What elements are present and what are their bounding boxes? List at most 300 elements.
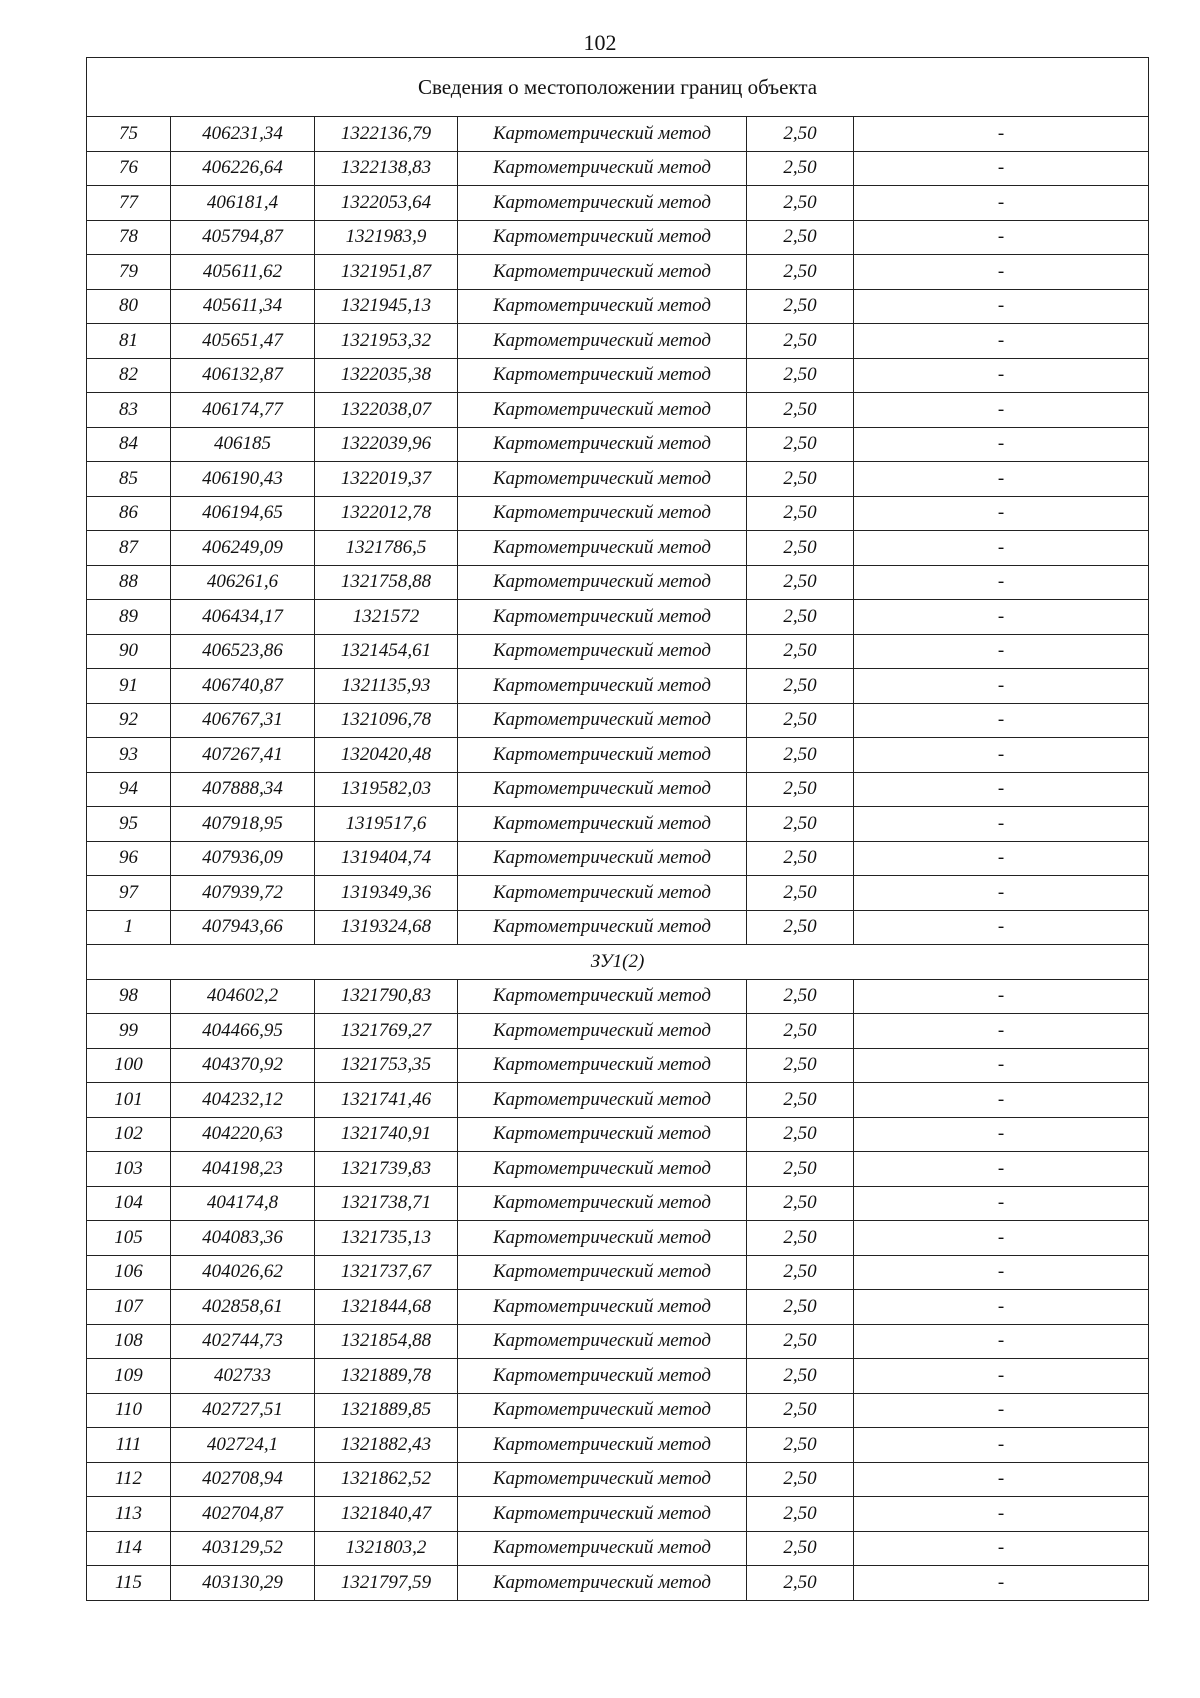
table-row (87, 393, 1149, 428)
method-cell: Картометрический метод (458, 1393, 747, 1428)
x-coordinate-cell: 406261,6 (171, 565, 315, 600)
table-row (87, 496, 1149, 531)
method-cell: Картометрический метод (458, 1014, 747, 1049)
accuracy-cell: 2,50 (747, 738, 854, 773)
y-coordinate-cell: 1321735,13 (315, 1221, 458, 1256)
x-coordinate-cell: 406185 (171, 427, 315, 462)
point-number-cell: 113 (87, 1497, 171, 1532)
point-number-cell: 92 (87, 703, 171, 738)
table-row (87, 531, 1149, 566)
accuracy-cell: 2,50 (747, 1566, 854, 1601)
method-cell: Картометрический метод (458, 669, 747, 704)
method-cell: Картометрический метод (458, 255, 747, 290)
x-coordinate-cell: 405611,62 (171, 255, 315, 290)
y-coordinate-cell: 1321882,43 (315, 1428, 458, 1463)
x-coordinate-cell: 407918,95 (171, 807, 315, 842)
point-number-cell: 85 (87, 462, 171, 497)
point-number-cell: 105 (87, 1221, 171, 1256)
x-coordinate-cell: 407267,41 (171, 738, 315, 773)
description-cell: - (854, 462, 1149, 497)
y-coordinate-cell: 1321953,32 (315, 324, 458, 359)
table-title-row (87, 58, 1149, 117)
y-coordinate-cell: 1322136,79 (315, 117, 458, 152)
table-row (87, 427, 1149, 462)
accuracy-cell: 2,50 (747, 1255, 854, 1290)
description-cell: - (854, 807, 1149, 842)
y-coordinate-cell: 1319404,74 (315, 841, 458, 876)
method-cell: Картометрический метод (458, 1083, 747, 1118)
table-row (87, 703, 1149, 738)
accuracy-cell: 2,50 (747, 186, 854, 221)
y-coordinate-cell: 1321737,67 (315, 1255, 458, 1290)
method-cell: Картометрический метод (458, 738, 747, 773)
table-row (87, 1324, 1149, 1359)
accuracy-cell: 2,50 (747, 117, 854, 152)
method-cell: Картометрический метод (458, 220, 747, 255)
accuracy-cell: 2,50 (747, 600, 854, 635)
table-row (87, 1462, 1149, 1497)
x-coordinate-cell: 404232,12 (171, 1083, 315, 1118)
accuracy-cell: 2,50 (747, 393, 854, 428)
x-coordinate-cell: 402858,61 (171, 1290, 315, 1325)
point-number-cell: 114 (87, 1531, 171, 1566)
table-row (87, 600, 1149, 635)
point-number-cell: 107 (87, 1290, 171, 1325)
x-coordinate-cell: 402724,1 (171, 1428, 315, 1463)
y-coordinate-cell: 1321096,78 (315, 703, 458, 738)
description-cell: - (854, 427, 1149, 462)
point-number-cell: 1 (87, 910, 171, 945)
y-coordinate-cell: 1322039,96 (315, 427, 458, 462)
method-cell: Картометрический метод (458, 358, 747, 393)
method-cell: Картометрический метод (458, 1152, 747, 1187)
boundary-coordinates-table (86, 57, 1149, 1601)
method-cell: Картометрический метод (458, 910, 747, 945)
y-coordinate-cell: 1321945,13 (315, 289, 458, 324)
x-coordinate-cell: 407939,72 (171, 876, 315, 911)
accuracy-cell: 2,50 (747, 634, 854, 669)
y-coordinate-cell: 1322053,64 (315, 186, 458, 221)
method-cell: Картометрический метод (458, 841, 747, 876)
method-cell: Картометрический метод (458, 1566, 747, 1601)
accuracy-cell: 2,50 (747, 1186, 854, 1221)
point-number-cell: 103 (87, 1152, 171, 1187)
accuracy-cell: 2,50 (747, 772, 854, 807)
accuracy-cell: 2,50 (747, 220, 854, 255)
point-number-cell: 112 (87, 1462, 171, 1497)
table-body (87, 58, 1149, 1601)
point-number-cell: 111 (87, 1428, 171, 1463)
accuracy-cell: 2,50 (747, 669, 854, 704)
x-coordinate-cell: 404466,95 (171, 1014, 315, 1049)
description-cell: - (854, 324, 1149, 359)
table-row (87, 876, 1149, 911)
x-coordinate-cell: 406226,64 (171, 151, 315, 186)
description-cell: - (854, 1152, 1149, 1187)
method-cell: Картометрический метод (458, 1117, 747, 1152)
description-cell: - (854, 1359, 1149, 1394)
point-number-cell: 90 (87, 634, 171, 669)
method-cell: Картометрический метод (458, 1462, 747, 1497)
description-cell: - (854, 1531, 1149, 1566)
description-cell: - (854, 1186, 1149, 1221)
method-cell: Картометрический метод (458, 1290, 747, 1325)
accuracy-cell: 2,50 (747, 496, 854, 531)
y-coordinate-cell: 1321739,83 (315, 1152, 458, 1187)
x-coordinate-cell: 405794,87 (171, 220, 315, 255)
table-row (87, 1255, 1149, 1290)
description-cell: - (854, 1324, 1149, 1359)
accuracy-cell: 2,50 (747, 151, 854, 186)
method-cell: Картометрический метод (458, 1255, 747, 1290)
table-row (87, 324, 1149, 359)
description-cell: - (854, 186, 1149, 221)
y-coordinate-cell: 1321741,46 (315, 1083, 458, 1118)
x-coordinate-cell: 406740,87 (171, 669, 315, 704)
accuracy-cell: 2,50 (747, 1428, 854, 1463)
accuracy-cell: 2,50 (747, 1083, 854, 1118)
method-cell: Картометрический метод (458, 1324, 747, 1359)
x-coordinate-cell: 402708,94 (171, 1462, 315, 1497)
x-coordinate-cell: 406194,65 (171, 496, 315, 531)
y-coordinate-cell: 1319517,6 (315, 807, 458, 842)
y-coordinate-cell: 1321797,59 (315, 1566, 458, 1601)
y-coordinate-cell: 1321738,71 (315, 1186, 458, 1221)
accuracy-cell: 2,50 (747, 841, 854, 876)
x-coordinate-cell: 402733 (171, 1359, 315, 1394)
description-cell: - (854, 738, 1149, 773)
accuracy-cell: 2,50 (747, 703, 854, 738)
description-cell: - (854, 220, 1149, 255)
method-cell: Картометрический метод (458, 324, 747, 359)
y-coordinate-cell: 1321844,68 (315, 1290, 458, 1325)
table-row (87, 1014, 1149, 1049)
y-coordinate-cell: 1322012,78 (315, 496, 458, 531)
method-cell: Картометрический метод (458, 1186, 747, 1221)
method-cell: Картометрический метод (458, 634, 747, 669)
description-cell: - (854, 876, 1149, 911)
point-number-cell: 89 (87, 600, 171, 635)
x-coordinate-cell: 404174,8 (171, 1186, 315, 1221)
method-cell: Картометрический метод (458, 1048, 747, 1083)
description-cell: - (854, 979, 1149, 1014)
description-cell: - (854, 1255, 1149, 1290)
description-cell: - (854, 703, 1149, 738)
point-number-cell: 97 (87, 876, 171, 911)
y-coordinate-cell: 1321758,88 (315, 565, 458, 600)
description-cell: - (854, 565, 1149, 600)
table-row (87, 1083, 1149, 1118)
table-row (87, 1117, 1149, 1152)
y-coordinate-cell: 1321889,78 (315, 1359, 458, 1394)
section-label: ЗУ1(2) (87, 945, 1149, 980)
method-cell: Картометрический метод (458, 186, 747, 221)
table-row (87, 1566, 1149, 1601)
method-cell: Картометрический метод (458, 565, 747, 600)
table-row (87, 1290, 1149, 1325)
x-coordinate-cell: 406132,87 (171, 358, 315, 393)
accuracy-cell: 2,50 (747, 255, 854, 290)
description-cell: - (854, 1014, 1149, 1049)
accuracy-cell: 2,50 (747, 1014, 854, 1049)
table-row (87, 462, 1149, 497)
description-cell: - (854, 1290, 1149, 1325)
x-coordinate-cell: 404198,23 (171, 1152, 315, 1187)
method-cell: Картометрический метод (458, 427, 747, 462)
y-coordinate-cell: 1321790,83 (315, 979, 458, 1014)
y-coordinate-cell: 1321862,52 (315, 1462, 458, 1497)
accuracy-cell: 2,50 (747, 1290, 854, 1325)
method-cell: Картометрический метод (458, 979, 747, 1014)
method-cell: Картометрический метод (458, 117, 747, 152)
y-coordinate-cell: 1321740,91 (315, 1117, 458, 1152)
accuracy-cell: 2,50 (747, 1393, 854, 1428)
point-number-cell: 94 (87, 772, 171, 807)
method-cell: Картометрический метод (458, 600, 747, 635)
accuracy-cell: 2,50 (747, 876, 854, 911)
table-row (87, 634, 1149, 669)
accuracy-cell: 2,50 (747, 1048, 854, 1083)
description-cell: - (854, 289, 1149, 324)
y-coordinate-cell: 1322035,38 (315, 358, 458, 393)
x-coordinate-cell: 406181,4 (171, 186, 315, 221)
point-number-cell: 95 (87, 807, 171, 842)
x-coordinate-cell: 406434,17 (171, 600, 315, 635)
point-number-cell: 109 (87, 1359, 171, 1394)
point-number-cell: 108 (87, 1324, 171, 1359)
accuracy-cell: 2,50 (747, 324, 854, 359)
y-coordinate-cell: 1321572 (315, 600, 458, 635)
description-cell: - (854, 600, 1149, 635)
point-number-cell: 83 (87, 393, 171, 428)
table-row (87, 1531, 1149, 1566)
description-cell: - (854, 358, 1149, 393)
x-coordinate-cell: 406249,09 (171, 531, 315, 566)
table-row (87, 255, 1149, 290)
point-number-cell: 91 (87, 669, 171, 704)
description-cell: - (854, 531, 1149, 566)
table-row (87, 910, 1149, 945)
description-cell: - (854, 841, 1149, 876)
table-row (87, 1186, 1149, 1221)
x-coordinate-cell: 402727,51 (171, 1393, 315, 1428)
method-cell: Картометрический метод (458, 496, 747, 531)
page-number: 102 (583, 30, 617, 55)
table-row (87, 807, 1149, 842)
method-cell: Картометрический метод (458, 151, 747, 186)
accuracy-cell: 2,50 (747, 1221, 854, 1256)
accuracy-cell: 2,50 (747, 358, 854, 393)
accuracy-cell: 2,50 (747, 1497, 854, 1532)
accuracy-cell: 2,50 (747, 1359, 854, 1394)
accuracy-cell: 2,50 (747, 289, 854, 324)
table-row (87, 1152, 1149, 1187)
y-coordinate-cell: 1322138,83 (315, 151, 458, 186)
x-coordinate-cell: 404370,92 (171, 1048, 315, 1083)
description-cell: - (854, 1393, 1149, 1428)
method-cell: Картометрический метод (458, 289, 747, 324)
table-row (87, 1428, 1149, 1463)
method-cell: Картометрический метод (458, 1428, 747, 1463)
point-number-cell: 104 (87, 1186, 171, 1221)
method-cell: Картометрический метод (458, 393, 747, 428)
y-coordinate-cell: 1321951,87 (315, 255, 458, 290)
description-cell: - (854, 1497, 1149, 1532)
x-coordinate-cell: 406174,77 (171, 393, 315, 428)
point-number-cell: 76 (87, 151, 171, 186)
x-coordinate-cell: 403129,52 (171, 1531, 315, 1566)
y-coordinate-cell: 1320420,48 (315, 738, 458, 773)
accuracy-cell: 2,50 (747, 427, 854, 462)
table-row (87, 117, 1149, 152)
table-row (87, 1359, 1149, 1394)
y-coordinate-cell: 1321786,5 (315, 531, 458, 566)
table-row (87, 151, 1149, 186)
y-coordinate-cell: 1322038,07 (315, 393, 458, 428)
point-number-cell: 79 (87, 255, 171, 290)
accuracy-cell: 2,50 (747, 1117, 854, 1152)
description-cell: - (854, 151, 1149, 186)
y-coordinate-cell: 1321753,35 (315, 1048, 458, 1083)
accuracy-cell: 2,50 (747, 1152, 854, 1187)
point-number-cell: 88 (87, 565, 171, 600)
point-number-cell: 87 (87, 531, 171, 566)
table-title: Сведения о местоположении границ объекта (87, 58, 1149, 117)
method-cell: Картометрический метод (458, 1359, 747, 1394)
method-cell: Картометрический метод (458, 807, 747, 842)
y-coordinate-cell: 1321803,2 (315, 1531, 458, 1566)
table-row (87, 841, 1149, 876)
y-coordinate-cell: 1319582,03 (315, 772, 458, 807)
point-number-cell: 77 (87, 186, 171, 221)
x-coordinate-cell: 404083,36 (171, 1221, 315, 1256)
description-cell: - (854, 1428, 1149, 1463)
description-cell: - (854, 255, 1149, 290)
description-cell: - (854, 1117, 1149, 1152)
accuracy-cell: 2,50 (747, 1462, 854, 1497)
description-cell: - (854, 1083, 1149, 1118)
method-cell: Картометрический метод (458, 462, 747, 497)
x-coordinate-cell: 406231,34 (171, 117, 315, 152)
table-row (87, 1497, 1149, 1532)
x-coordinate-cell: 407943,66 (171, 910, 315, 945)
accuracy-cell: 2,50 (747, 807, 854, 842)
table-row (87, 738, 1149, 773)
method-cell: Картометрический метод (458, 876, 747, 911)
method-cell: Картометрический метод (458, 703, 747, 738)
point-number-cell: 106 (87, 1255, 171, 1290)
accuracy-cell: 2,50 (747, 1531, 854, 1566)
x-coordinate-cell: 404026,62 (171, 1255, 315, 1290)
point-number-cell: 115 (87, 1566, 171, 1601)
table-row (87, 1393, 1149, 1428)
table-row (87, 358, 1149, 393)
point-number-cell: 96 (87, 841, 171, 876)
x-coordinate-cell: 405611,34 (171, 289, 315, 324)
y-coordinate-cell: 1321983,9 (315, 220, 458, 255)
x-coordinate-cell: 404220,63 (171, 1117, 315, 1152)
table-row (87, 565, 1149, 600)
method-cell: Картометрический метод (458, 772, 747, 807)
method-cell: Картометрический метод (458, 531, 747, 566)
table-row (87, 1221, 1149, 1256)
point-number-cell: 81 (87, 324, 171, 359)
table-row (87, 772, 1149, 807)
boundary-table-container (86, 57, 1149, 1601)
y-coordinate-cell: 1321889,85 (315, 1393, 458, 1428)
y-coordinate-cell: 1319324,68 (315, 910, 458, 945)
description-cell: - (854, 669, 1149, 704)
point-number-cell: 102 (87, 1117, 171, 1152)
y-coordinate-cell: 1321840,47 (315, 1497, 458, 1532)
method-cell: Картометрический метод (458, 1497, 747, 1532)
x-coordinate-cell: 402704,87 (171, 1497, 315, 1532)
x-coordinate-cell: 403130,29 (171, 1566, 315, 1601)
x-coordinate-cell: 407936,09 (171, 841, 315, 876)
description-cell: - (854, 496, 1149, 531)
table-row (87, 289, 1149, 324)
table-row (87, 669, 1149, 704)
point-number-cell: 100 (87, 1048, 171, 1083)
accuracy-cell: 2,50 (747, 531, 854, 566)
y-coordinate-cell: 1322019,37 (315, 462, 458, 497)
x-coordinate-cell: 404602,2 (171, 979, 315, 1014)
y-coordinate-cell: 1321454,61 (315, 634, 458, 669)
point-number-cell: 84 (87, 427, 171, 462)
method-cell: Картометрический метод (458, 1221, 747, 1256)
table-row (87, 979, 1149, 1014)
description-cell: - (854, 1566, 1149, 1601)
description-cell: - (854, 634, 1149, 669)
point-number-cell: 86 (87, 496, 171, 531)
table-row (87, 186, 1149, 221)
accuracy-cell: 2,50 (747, 1324, 854, 1359)
accuracy-cell: 2,50 (747, 979, 854, 1014)
description-cell: - (854, 1048, 1149, 1083)
method-cell: Картометрический метод (458, 1531, 747, 1566)
point-number-cell: 101 (87, 1083, 171, 1118)
accuracy-cell: 2,50 (747, 910, 854, 945)
accuracy-cell: 2,50 (747, 565, 854, 600)
point-number-cell: 99 (87, 1014, 171, 1049)
description-cell: - (854, 1221, 1149, 1256)
point-number-cell: 110 (87, 1393, 171, 1428)
description-cell: - (854, 910, 1149, 945)
y-coordinate-cell: 1321135,93 (315, 669, 458, 704)
description-cell: - (854, 1462, 1149, 1497)
description-cell: - (854, 117, 1149, 152)
y-coordinate-cell: 1321854,88 (315, 1324, 458, 1359)
x-coordinate-cell: 406523,86 (171, 634, 315, 669)
accuracy-cell: 2,50 (747, 462, 854, 497)
x-coordinate-cell: 406767,31 (171, 703, 315, 738)
section-header-row (87, 945, 1149, 980)
point-number-cell: 80 (87, 289, 171, 324)
description-cell: - (854, 393, 1149, 428)
description-cell: - (854, 772, 1149, 807)
y-coordinate-cell: 1319349,36 (315, 876, 458, 911)
x-coordinate-cell: 405651,47 (171, 324, 315, 359)
table-row (87, 220, 1149, 255)
point-number-cell: 93 (87, 738, 171, 773)
point-number-cell: 75 (87, 117, 171, 152)
y-coordinate-cell: 1321769,27 (315, 1014, 458, 1049)
point-number-cell: 98 (87, 979, 171, 1014)
point-number-cell: 82 (87, 358, 171, 393)
table-row (87, 1048, 1149, 1083)
x-coordinate-cell: 407888,34 (171, 772, 315, 807)
point-number-cell: 78 (87, 220, 171, 255)
